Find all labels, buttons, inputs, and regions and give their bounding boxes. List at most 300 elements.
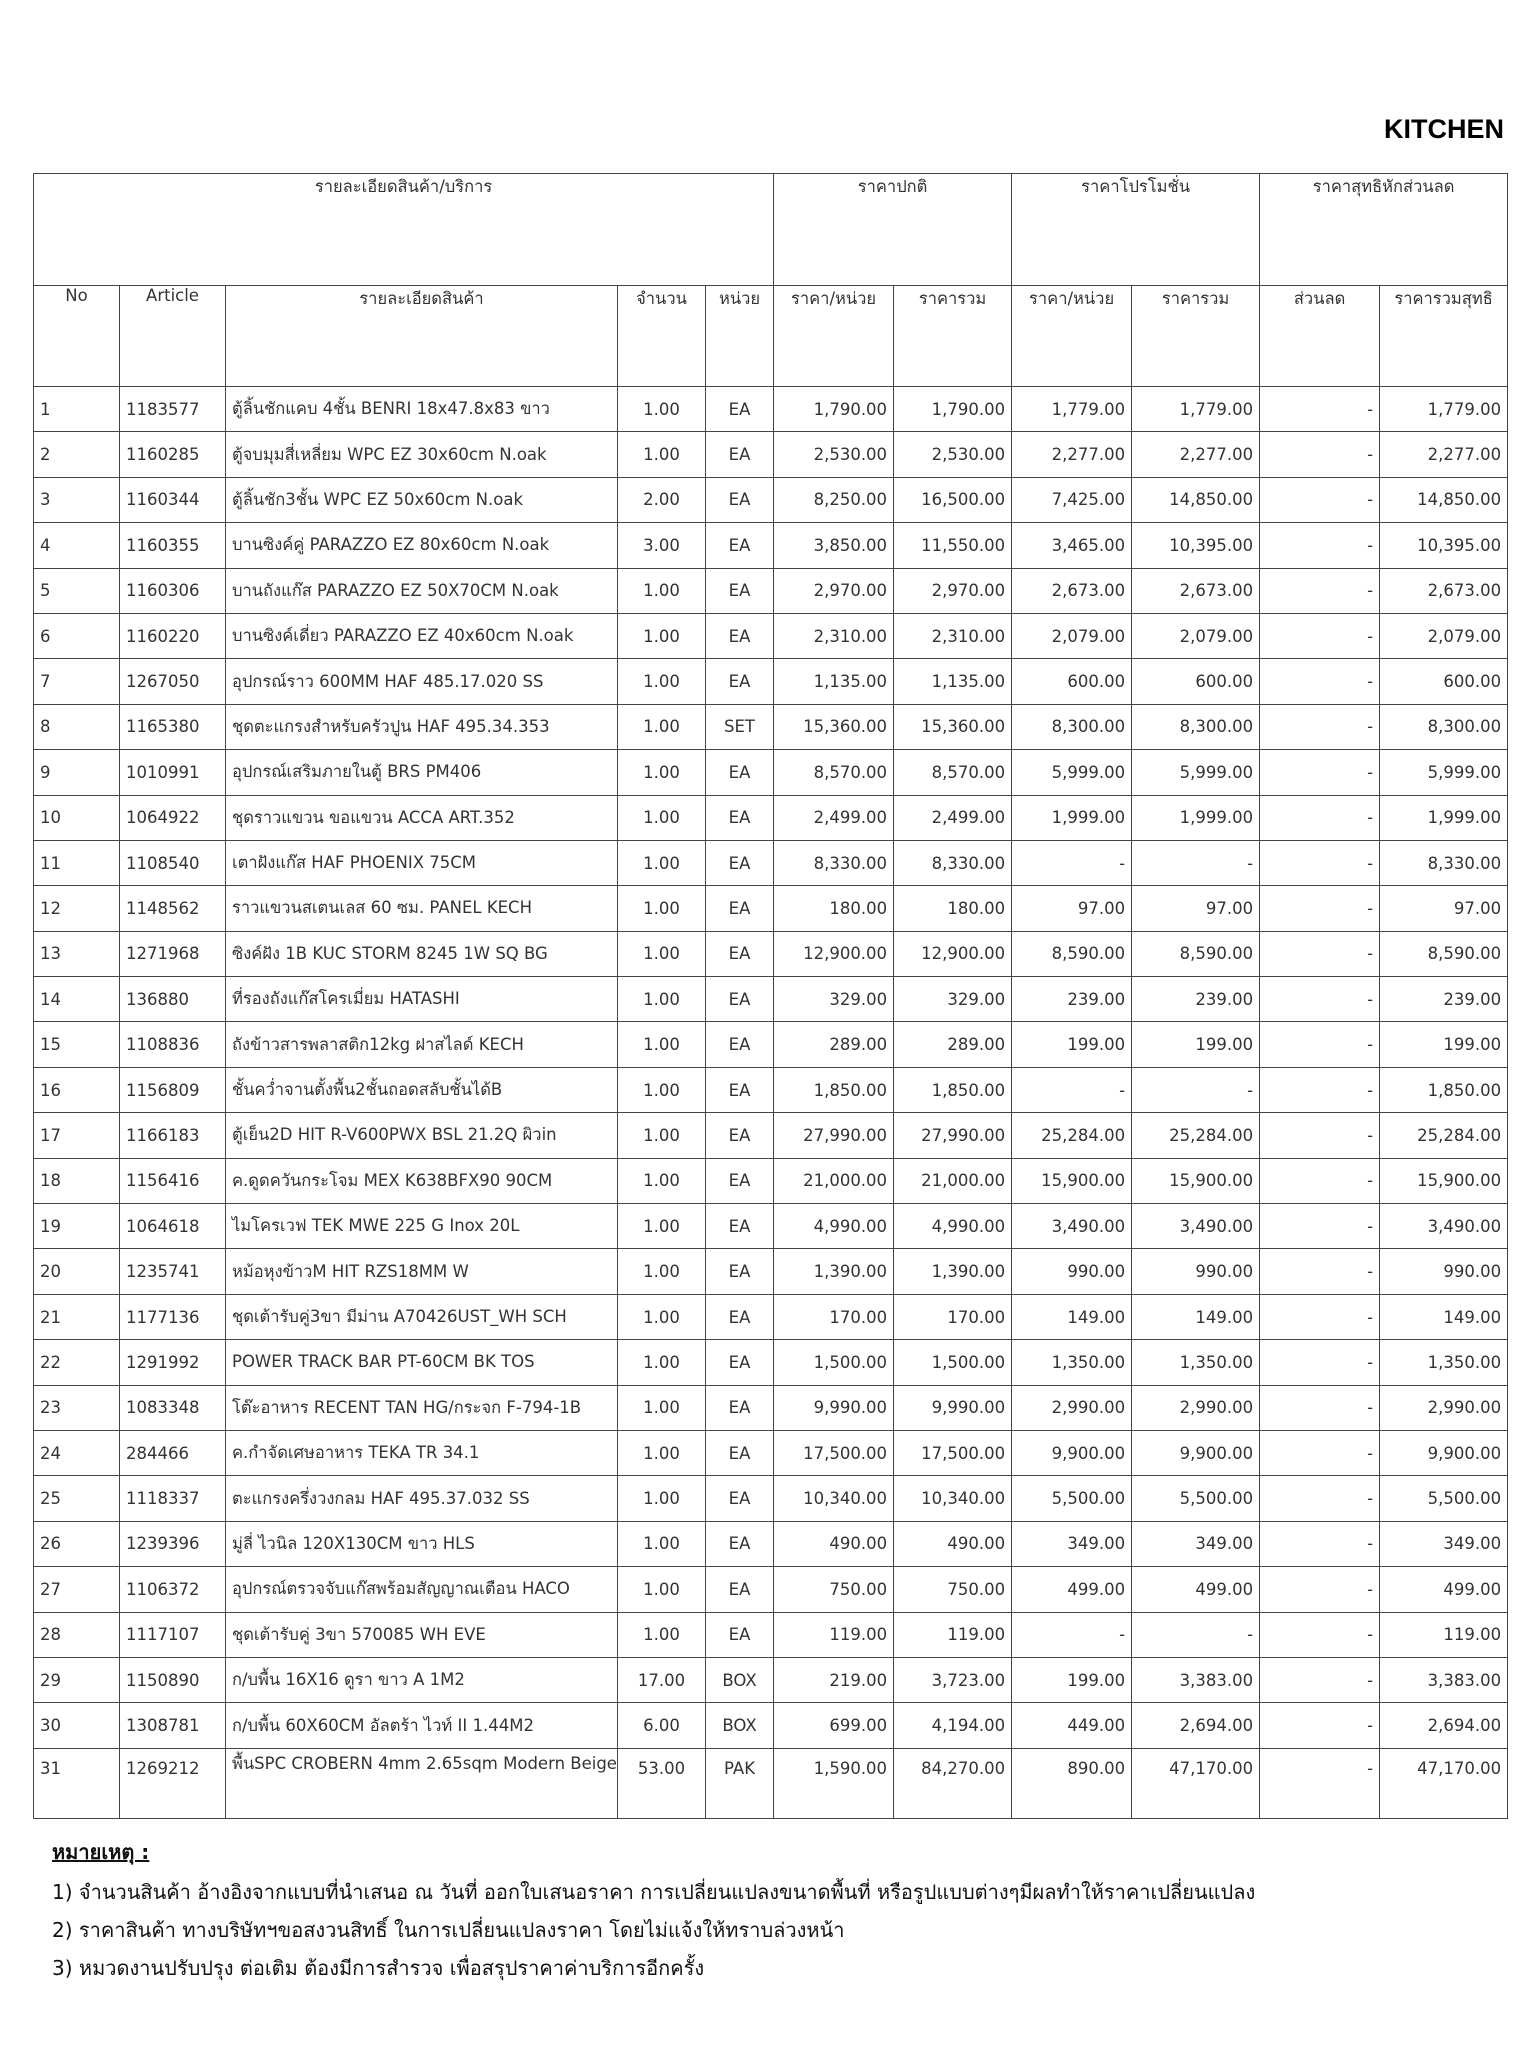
table-row: [34, 1476, 1508, 1521]
row-article: 1148562: [120, 886, 226, 931]
row-net-total: 3,383.00: [1380, 1657, 1508, 1702]
table-row: [34, 1022, 1508, 1067]
row-description: พื้นSPC CROBERN 4mm 2.65sqm Modern Beige: [226, 1748, 618, 1818]
row-total: 11,550.00: [894, 523, 1012, 568]
row-unit: EA: [706, 1158, 774, 1203]
row-no: 8: [34, 704, 120, 749]
row-promo-unit-price: 8,300.00: [1012, 704, 1132, 749]
row-article: 1150890: [120, 1657, 226, 1702]
row-discount: -: [1260, 613, 1380, 658]
row-description: อุปกรณ์ราว 600MM HAF 485.17.020 SS: [226, 659, 618, 704]
page-title: KITCHEN: [1384, 114, 1504, 144]
row-promo-total: 97.00: [1132, 886, 1260, 931]
row-quantity: 17.00: [618, 1657, 706, 1702]
row-total: 1,790.00: [894, 387, 1012, 432]
row-net-total: 8,300.00: [1380, 704, 1508, 749]
row-promo-total: 15,900.00: [1132, 1158, 1260, 1203]
row-promo-total: 8,590.00: [1132, 931, 1260, 976]
row-unit: EA: [706, 659, 774, 704]
row-discount: -: [1260, 1385, 1380, 1430]
row-total: 8,330.00: [894, 840, 1012, 885]
group-header-net-price: ราคาสุทธิหักส่วนลด: [1260, 174, 1508, 286]
row-article: 1156809: [120, 1067, 226, 1112]
row-total: 180.00: [894, 886, 1012, 931]
row-unit: EA: [706, 1476, 774, 1521]
row-discount: -: [1260, 387, 1380, 432]
row-article: 1166183: [120, 1113, 226, 1158]
row-discount: -: [1260, 477, 1380, 522]
row-total: 1,390.00: [894, 1249, 1012, 1294]
row-promo-total: 2,990.00: [1132, 1385, 1260, 1430]
row-unit-price: 329.00: [774, 977, 894, 1022]
row-no: 4: [34, 523, 120, 568]
row-unit-price: 2,310.00: [774, 613, 894, 658]
row-quantity: 1.00: [618, 1612, 706, 1657]
row-article: 1010991: [120, 750, 226, 795]
row-net-total: 2,990.00: [1380, 1385, 1508, 1430]
row-article: 1064618: [120, 1204, 226, 1249]
table-row: [34, 1567, 1508, 1612]
row-net-total: 1,350.00: [1380, 1340, 1508, 1385]
row-description: อุปกรณ์เสริมภายในตู้ BRS PM406: [226, 750, 618, 795]
row-promo-total: -: [1132, 1067, 1260, 1112]
row-no: 18: [34, 1158, 120, 1203]
column-header-unit-price: ราคา/หน่วย: [774, 286, 894, 387]
note-line: 1) จำนวนสินค้า อ้างอิงจากแบบที่นำเสนอ ณ วันที่ ออกใบเสนอราคา การเปลี่ยนแปลงขนาดพื้นที่ หรือรูปแบบต่างๆมีผลทำให้ราคาเปลี่ยนแปลง: [52, 1880, 1256, 1904]
row-unit-price: 15,360.00: [774, 704, 894, 749]
row-net-total: 600.00: [1380, 659, 1508, 704]
row-total: 4,990.00: [894, 1204, 1012, 1249]
table-row: [34, 886, 1508, 931]
row-net-total: 9,900.00: [1380, 1430, 1508, 1475]
row-promo-unit-price: 5,999.00: [1012, 750, 1132, 795]
row-total: 15,360.00: [894, 704, 1012, 749]
row-quantity: 1.00: [618, 1249, 706, 1294]
row-net-total: 239.00: [1380, 977, 1508, 1022]
row-quantity: 1.00: [618, 1113, 706, 1158]
row-unit-price: 8,330.00: [774, 840, 894, 885]
row-net-total: 15,900.00: [1380, 1158, 1508, 1203]
row-promo-unit-price: 7,425.00: [1012, 477, 1132, 522]
row-quantity: 1.00: [618, 886, 706, 931]
row-net-total: 1,850.00: [1380, 1067, 1508, 1112]
row-total: 3,723.00: [894, 1657, 1012, 1702]
row-promo-total: 2,277.00: [1132, 432, 1260, 477]
row-discount: -: [1260, 432, 1380, 477]
row-total: 2,310.00: [894, 613, 1012, 658]
row-no: 11: [34, 840, 120, 885]
row-quantity: 2.00: [618, 477, 706, 522]
row-promo-unit-price: -: [1012, 1067, 1132, 1112]
row-net-total: 990.00: [1380, 1249, 1508, 1294]
row-total: 119.00: [894, 1612, 1012, 1657]
row-promo-unit-price: 5,500.00: [1012, 1476, 1132, 1521]
row-quantity: 1.00: [618, 840, 706, 885]
row-promo-unit-price: 3,465.00: [1012, 523, 1132, 568]
row-quantity: 3.00: [618, 523, 706, 568]
row-promo-unit-price: 25,284.00: [1012, 1113, 1132, 1158]
row-no: 10: [34, 795, 120, 840]
row-description: ตู้ลิ้นชักแคบ 4ชั้น BENRI 18x47.8x83 ขาว: [226, 387, 618, 432]
row-promo-unit-price: 2,673.00: [1012, 568, 1132, 613]
row-no: 29: [34, 1657, 120, 1702]
row-quantity: 1.00: [618, 1521, 706, 1566]
row-unit: EA: [706, 840, 774, 885]
row-discount: -: [1260, 1567, 1380, 1612]
row-description: ชุดเต้ารับคู่ 3ขา 570085 WH EVE: [226, 1612, 618, 1657]
group-header-details: รายละเอียดสินค้า/บริการ: [34, 174, 774, 286]
row-promo-total: 1,999.00: [1132, 795, 1260, 840]
row-unit: BOX: [706, 1703, 774, 1748]
row-unit: EA: [706, 1612, 774, 1657]
row-promo-unit-price: 2,990.00: [1012, 1385, 1132, 1430]
row-article: 1108836: [120, 1022, 226, 1067]
table-row: [34, 931, 1508, 976]
row-no: 23: [34, 1385, 120, 1430]
row-unit: EA: [706, 977, 774, 1022]
row-description: ค.ดูดควันกระโจม MEX K638BFX90 90CM: [226, 1158, 618, 1203]
row-no: 2: [34, 432, 120, 477]
row-promo-unit-price: 2,079.00: [1012, 613, 1132, 658]
table-row: [34, 1204, 1508, 1249]
row-net-total: 97.00: [1380, 886, 1508, 931]
row-description: บานถังแก๊ส PARAZZO EZ 50X70CM N.oak: [226, 568, 618, 613]
row-unit-price: 490.00: [774, 1521, 894, 1566]
row-promo-total: 1,350.00: [1132, 1340, 1260, 1385]
row-unit-price: 12,900.00: [774, 931, 894, 976]
table-row: [34, 750, 1508, 795]
row-discount: -: [1260, 1657, 1380, 1702]
row-promo-total: -: [1132, 840, 1260, 885]
row-promo-unit-price: 149.00: [1012, 1294, 1132, 1339]
table-row: [34, 840, 1508, 885]
row-description: ไมโครเวฟ TEK MWE 225 G Inox 20L: [226, 1204, 618, 1249]
row-discount: -: [1260, 1340, 1380, 1385]
row-total: 1,135.00: [894, 659, 1012, 704]
row-promo-unit-price: 349.00: [1012, 1521, 1132, 1566]
row-discount: -: [1260, 1022, 1380, 1067]
row-article: 1177136: [120, 1294, 226, 1339]
row-unit: EA: [706, 750, 774, 795]
row-description: ราวแขวนสเตนเลส 60 ซม. PANEL KECH: [226, 886, 618, 931]
row-unit: EA: [706, 1521, 774, 1566]
row-quantity: 1.00: [618, 1158, 706, 1203]
table-row: [34, 1249, 1508, 1294]
row-promo-unit-price: 449.00: [1012, 1703, 1132, 1748]
row-total: 17,500.00: [894, 1430, 1012, 1475]
notes-section: [52, 1836, 1255, 1982]
row-unit: EA: [706, 568, 774, 613]
row-unit-price: 219.00: [774, 1657, 894, 1702]
row-promo-unit-price: -: [1012, 840, 1132, 885]
row-unit-price: 180.00: [774, 886, 894, 931]
row-quantity: 1.00: [618, 977, 706, 1022]
row-no: 20: [34, 1249, 120, 1294]
row-unit: EA: [706, 1567, 774, 1612]
row-net-total: 2,673.00: [1380, 568, 1508, 613]
row-discount: -: [1260, 1204, 1380, 1249]
row-unit: SET: [706, 704, 774, 749]
row-total: 2,970.00: [894, 568, 1012, 613]
row-no: 27: [34, 1567, 120, 1612]
row-unit-price: 10,340.00: [774, 1476, 894, 1521]
row-unit-price: 2,970.00: [774, 568, 894, 613]
row-net-total: 1,999.00: [1380, 795, 1508, 840]
row-net-total: 2,277.00: [1380, 432, 1508, 477]
row-quantity: 53.00: [618, 1748, 706, 1818]
row-unit-price: 1,850.00: [774, 1067, 894, 1112]
row-article: 1235741: [120, 1249, 226, 1294]
table-row: [34, 1748, 1508, 1818]
row-net-total: 47,170.00: [1380, 1748, 1508, 1818]
row-promo-unit-price: 199.00: [1012, 1022, 1132, 1067]
table-row: [34, 795, 1508, 840]
row-description: ที่รองถังแก๊สโครเมี่ยม HATASHI: [226, 977, 618, 1022]
row-net-total: 149.00: [1380, 1294, 1508, 1339]
row-promo-total: 149.00: [1132, 1294, 1260, 1339]
row-description: ชุดราวแขวน ขอแขวน ACCA ART.352: [226, 795, 618, 840]
row-unit-price: 170.00: [774, 1294, 894, 1339]
row-unit-price: 4,990.00: [774, 1204, 894, 1249]
row-discount: -: [1260, 750, 1380, 795]
row-net-total: 199.00: [1380, 1022, 1508, 1067]
row-discount: -: [1260, 704, 1380, 749]
row-total: 170.00: [894, 1294, 1012, 1339]
row-no: 5: [34, 568, 120, 613]
row-quantity: 1.00: [618, 1340, 706, 1385]
row-promo-unit-price: 890.00: [1012, 1748, 1132, 1818]
row-promo-unit-price: 15,900.00: [1012, 1158, 1132, 1203]
row-net-total: 5,500.00: [1380, 1476, 1508, 1521]
row-article: 1118337: [120, 1476, 226, 1521]
row-total: 8,570.00: [894, 750, 1012, 795]
table-row: [34, 613, 1508, 658]
column-header-no: No: [34, 286, 120, 387]
column-header-quantity: จำนวน: [618, 286, 706, 387]
row-promo-total: 499.00: [1132, 1567, 1260, 1612]
row-quantity: 1.00: [618, 1204, 706, 1249]
table-row: [34, 1612, 1508, 1657]
row-no: 30: [34, 1703, 120, 1748]
row-description: ชั้นคว่ำจานตั้งพื้น2ชั้นถอดสลับชั้นได้B: [226, 1067, 618, 1112]
row-description: เตาฝังแก๊ส HAF PHOENIX 75CM: [226, 840, 618, 885]
row-article: 1160344: [120, 477, 226, 522]
row-article: 1064922: [120, 795, 226, 840]
row-total: 2,499.00: [894, 795, 1012, 840]
row-net-total: 25,284.00: [1380, 1113, 1508, 1158]
row-article: 1160285: [120, 432, 226, 477]
row-discount: -: [1260, 886, 1380, 931]
row-promo-total: 8,300.00: [1132, 704, 1260, 749]
row-total: 10,340.00: [894, 1476, 1012, 1521]
row-no: 3: [34, 477, 120, 522]
row-article: 1106372: [120, 1567, 226, 1612]
row-unit: EA: [706, 886, 774, 931]
row-net-total: 3,490.00: [1380, 1204, 1508, 1249]
row-total: 1,850.00: [894, 1067, 1012, 1112]
row-unit: PAK: [706, 1748, 774, 1818]
row-unit-price: 3,850.00: [774, 523, 894, 568]
quotation-table: [33, 173, 1508, 1819]
row-no: 9: [34, 750, 120, 795]
row-promo-unit-price: 9,900.00: [1012, 1430, 1132, 1475]
row-discount: -: [1260, 1430, 1380, 1475]
row-unit: EA: [706, 1430, 774, 1475]
column-header-article: Article: [120, 286, 226, 387]
row-description: มู่ลี่ ไวนิล 120X130CM ขาว HLS: [226, 1521, 618, 1566]
row-no: 19: [34, 1204, 120, 1249]
row-quantity: 1.00: [618, 1567, 706, 1612]
row-quantity: 1.00: [618, 1385, 706, 1430]
row-quantity: 1.00: [618, 750, 706, 795]
row-promo-total: 5,999.00: [1132, 750, 1260, 795]
row-net-total: 1,779.00: [1380, 387, 1508, 432]
row-discount: -: [1260, 1249, 1380, 1294]
row-promo-total: -: [1132, 1612, 1260, 1657]
row-promo-total: 2,694.00: [1132, 1703, 1260, 1748]
row-quantity: 1.00: [618, 1430, 706, 1475]
row-promo-unit-price: 239.00: [1012, 977, 1132, 1022]
row-quantity: 1.00: [618, 704, 706, 749]
row-quantity: 1.00: [618, 931, 706, 976]
row-total: 9,990.00: [894, 1385, 1012, 1430]
note-line: 2) ราคาสินค้า ทางบริษัทฯขอสงวนสิทธิ์ ในการเปลี่ยนแปลงราคา โดยไม่แจ้งให้ทราบล่วงหน้า: [52, 1918, 845, 1942]
row-discount: -: [1260, 1748, 1380, 1818]
row-unit-price: 1,590.00: [774, 1748, 894, 1818]
row-article: 1267050: [120, 659, 226, 704]
row-unit-price: 1,500.00: [774, 1340, 894, 1385]
table-row: [34, 432, 1508, 477]
row-unit: EA: [706, 1385, 774, 1430]
row-promo-unit-price: 8,590.00: [1012, 931, 1132, 976]
row-discount: -: [1260, 659, 1380, 704]
row-unit: EA: [706, 1249, 774, 1294]
row-promo-total: 3,490.00: [1132, 1204, 1260, 1249]
row-discount: -: [1260, 1158, 1380, 1203]
row-discount: -: [1260, 1612, 1380, 1657]
row-unit-price: 119.00: [774, 1612, 894, 1657]
row-article: 1160355: [120, 523, 226, 568]
row-description: หม้อหุงข้าวM HIT RZS18MM W: [226, 1249, 618, 1294]
table-row: [34, 1340, 1508, 1385]
row-promo-unit-price: 1,350.00: [1012, 1340, 1132, 1385]
row-net-total: 8,590.00: [1380, 931, 1508, 976]
row-quantity: 1.00: [618, 568, 706, 613]
row-article: 1239396: [120, 1521, 226, 1566]
table-row: [34, 1657, 1508, 1702]
table-row: [34, 1158, 1508, 1203]
column-header-discount: ส่วนลด: [1260, 286, 1380, 387]
row-description: ตู้เย็น2D HIT R-V600PWX BSL 21.2Q ผิวin: [226, 1113, 618, 1158]
table-row: [34, 477, 1508, 522]
row-article: 1165380: [120, 704, 226, 749]
row-total: 289.00: [894, 1022, 1012, 1067]
row-total: 12,900.00: [894, 931, 1012, 976]
row-no: 16: [34, 1067, 120, 1112]
row-unit: EA: [706, 1340, 774, 1385]
row-promo-total: 239.00: [1132, 977, 1260, 1022]
row-no: 13: [34, 931, 120, 976]
row-promo-unit-price: 1,999.00: [1012, 795, 1132, 840]
row-total: 329.00: [894, 977, 1012, 1022]
column-header-promo-unit-price: ราคา/หน่วย: [1012, 286, 1132, 387]
table-row: [34, 1294, 1508, 1339]
row-quantity: 1.00: [618, 1294, 706, 1339]
row-discount: -: [1260, 1476, 1380, 1521]
row-unit-price: 1,135.00: [774, 659, 894, 704]
table-row: [34, 1067, 1508, 1112]
row-quantity: 6.00: [618, 1703, 706, 1748]
row-promo-unit-price: 3,490.00: [1012, 1204, 1132, 1249]
row-total: 490.00: [894, 1521, 1012, 1566]
row-promo-total: 990.00: [1132, 1249, 1260, 1294]
row-total: 16,500.00: [894, 477, 1012, 522]
row-discount: -: [1260, 568, 1380, 613]
row-article: 1108540: [120, 840, 226, 885]
row-discount: -: [1260, 840, 1380, 885]
row-promo-unit-price: 990.00: [1012, 1249, 1132, 1294]
row-no: 7: [34, 659, 120, 704]
row-unit-price: 1,790.00: [774, 387, 894, 432]
row-unit-price: 1,390.00: [774, 1249, 894, 1294]
row-promo-total: 2,079.00: [1132, 613, 1260, 658]
row-discount: -: [1260, 795, 1380, 840]
row-description: ก/บพื้น 16X16 ดูรา ขาว A 1M2: [226, 1657, 618, 1702]
row-description: บานซิงค์เดี่ยว PARAZZO EZ 40x60cm N.oak: [226, 613, 618, 658]
row-article: 1083348: [120, 1385, 226, 1430]
group-header-promo-price: ราคาโปรโมชั่น: [1012, 174, 1260, 286]
row-quantity: 1.00: [618, 387, 706, 432]
row-promo-unit-price: 2,277.00: [1012, 432, 1132, 477]
row-description: ก/บพื้น 60X60CM อัลตร้า ไวท์ II 1.44M2: [226, 1703, 618, 1748]
row-no: 14: [34, 977, 120, 1022]
row-description: ชุดเต้ารับคู่3ขา มีม่าน A70426UST_WH SCH: [226, 1294, 618, 1339]
row-no: 28: [34, 1612, 120, 1657]
row-promo-total: 14,850.00: [1132, 477, 1260, 522]
row-no: 24: [34, 1430, 120, 1475]
row-discount: -: [1260, 931, 1380, 976]
row-unit: EA: [706, 1204, 774, 1249]
row-unit: EA: [706, 613, 774, 658]
row-unit: EA: [706, 387, 774, 432]
row-discount: -: [1260, 1703, 1380, 1748]
row-article: 1308781: [120, 1703, 226, 1748]
row-unit: EA: [706, 1113, 774, 1158]
row-quantity: 1.00: [618, 1067, 706, 1112]
row-unit: BOX: [706, 1657, 774, 1702]
row-unit: EA: [706, 477, 774, 522]
row-no: 17: [34, 1113, 120, 1158]
row-unit-price: 2,499.00: [774, 795, 894, 840]
row-unit: EA: [706, 523, 774, 568]
row-unit-price: 27,990.00: [774, 1113, 894, 1158]
row-net-total: 2,079.00: [1380, 613, 1508, 658]
row-description: ตู้ลิ้นชัก3ชั้น WPC EZ 50x60cm N.oak: [226, 477, 618, 522]
row-article: 1291992: [120, 1340, 226, 1385]
row-no: 22: [34, 1340, 120, 1385]
row-promo-total: 1,779.00: [1132, 387, 1260, 432]
column-header-net-total: ราคารวมสุทธิ: [1380, 286, 1508, 387]
row-promo-total: 9,900.00: [1132, 1430, 1260, 1475]
row-promo-unit-price: 499.00: [1012, 1567, 1132, 1612]
row-unit-price: 289.00: [774, 1022, 894, 1067]
table-row: [34, 1113, 1508, 1158]
row-discount: -: [1260, 1521, 1380, 1566]
row-article: 1117107: [120, 1612, 226, 1657]
row-quantity: 1.00: [618, 432, 706, 477]
column-header-total: ราคารวม: [894, 286, 1012, 387]
row-total: 1,500.00: [894, 1340, 1012, 1385]
